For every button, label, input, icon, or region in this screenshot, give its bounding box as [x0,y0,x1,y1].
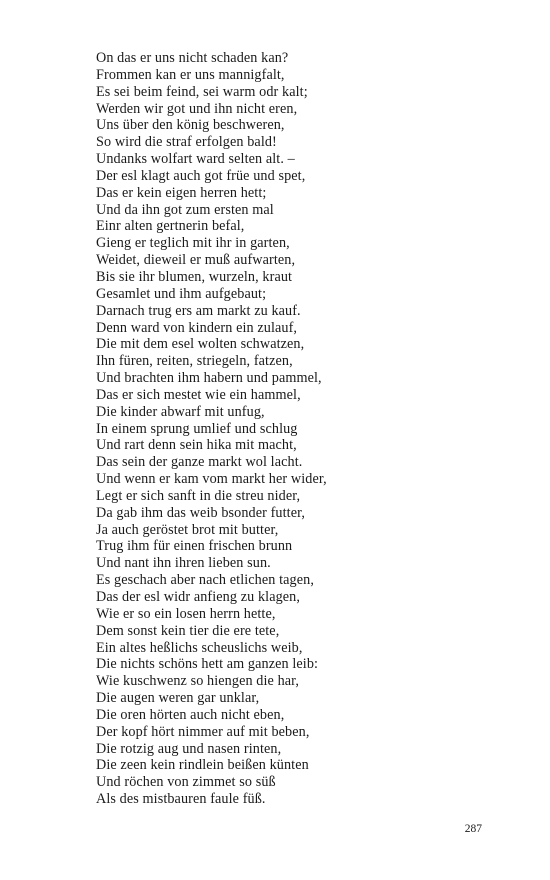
poem-line: Und da ihn got zum ersten mal [96,201,274,218]
poem-line: Das sein der ganze markt wol lacht. [96,454,303,471]
poem-line: Und wenn er kam vom markt her wider, [96,471,327,488]
poem-line: Bis sie ihr blumen, wurzeln, kraut [96,268,293,285]
poem-line: Die oren hörten auch nicht eben, [96,706,285,723]
poem-line: Das der esl widr anfieng zu klagen, [96,589,301,605]
poem-line: Undanks wolfart ward selten alt. – [96,151,295,168]
poem-line: Legt er sich sanft in die streu nider, [96,487,301,504]
poem-line: Dem sonst kein tier die ere tete, [96,622,280,639]
poem-line: Der esl klagt auch got früe und spet, [96,167,306,184]
poem-line: Und röchen von zimmet so süß [96,774,276,791]
poem-line: So wird die straf erfolgen bald! [96,134,277,151]
poem-line: Das er kein eigen herren hett; [96,184,267,201]
poem-line: Ja auch geröstet brot mit butter, [96,521,279,538]
poem-line: Einr alten gertnerin befal, [96,218,245,235]
poem-line: Es geschach aber nach etlichen tagen, [96,572,314,589]
poem-line: Gesamlet und ihm aufgebaut; [96,285,267,302]
poem-line: Die mit dem esel wolten schwatzen, [96,336,305,353]
poem-line: Und brachten ihm habern und pammel, [96,370,322,387]
poem-line: Die nichts schöns hett am ganzen leib: [96,656,319,673]
poem-line: Uns über den könig beschweren, [96,117,285,134]
poem-line: Gieng er teglich mit ihr in garten, [96,235,290,252]
poem-line: Als des mistbauren faule füß. [96,791,266,808]
poem-line: Denn ward von kindern ein zulauf, [96,319,298,336]
poem-line: Die zeen kein rindlein beißen künten [96,757,309,774]
poem-line: Darnach trug ers am markt zu kauf. [96,302,301,319]
poem-line: Werden wir got und ihn nicht eren, [96,100,298,117]
poem-line: Und nant ihn ihren lieben sun. [96,555,271,572]
poem-line: Und rart denn sein hika mit macht, [96,437,297,454]
poem-line: Frommen kan er uns mannigfalt, [96,66,285,83]
poem-line: Wie er so ein losen herrn hette, [96,605,276,622]
poem-line: Es sei beim feind, sei warm odr kalt; [96,83,308,100]
poem-line: Ihn füren, reiten, striegeln, fatzen, [96,353,293,370]
poem-line: Weidet, dieweil er muß aufwarten, [96,252,296,269]
poem-line: Der kopf hört nimmer auf mit beben, [96,723,310,740]
poem-text [96,50,496,808]
poem-line: Ein altes heßlichs scheuslichs weib, [96,639,303,656]
poem-line: In einem sprung umlief und schlug [96,420,298,437]
poem-line: Da gab ihm das weib bsonder futter, [96,504,305,521]
poem-line: Trug ihm für einen frischen brunn [96,538,293,555]
poem-line: Wie kuschwenz so hiengen die har, [96,673,300,690]
poem-line: Die kinder abwarf mit unfug, [96,403,265,420]
poem-line: Die rotzig aug und nasen rinten, [96,740,282,757]
poem-line: On das er uns nicht schaden kan? [96,50,289,66]
poem-line: Die augen weren gar unklar, [96,690,260,707]
poem-line: Das er sich mestet wie ein hammel, [96,386,301,403]
page-number: 287 [464,823,482,835]
